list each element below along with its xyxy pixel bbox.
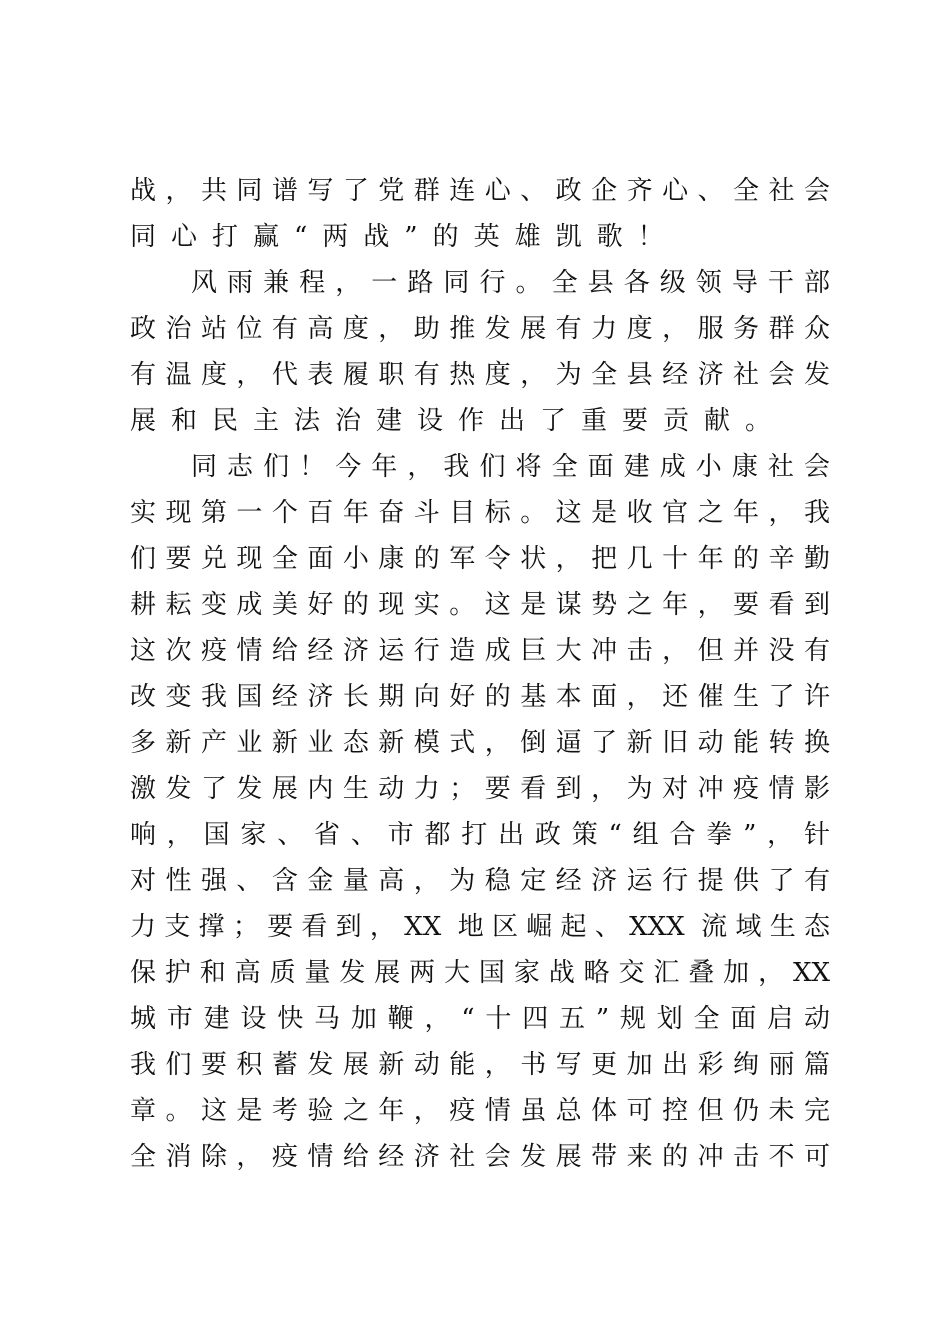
text-line: 章。这是考验之年，疫情虽总体可控但仍未完 [130, 1096, 830, 1126]
text-line: 同心打赢“两战”的英雄凯歌！ [130, 222, 679, 252]
text-line: 对性强、含金量高，为稳定经济运行提供了有 [130, 866, 830, 896]
text-line: 有温度，代表履职有热度，为全县经济社会发 [130, 360, 830, 390]
text-line: 政治站位有高度，助推发展有力度，服务群众 [130, 314, 830, 344]
text-line: 全消除，疫情给经济社会发展带来的冲击不可 [130, 1142, 830, 1172]
text-line: 耕耘变成美好的现实。这是谋势之年，要看到 [130, 590, 830, 620]
text-line: 战，共同谱写了党群连心、政企齐心、全社会 [130, 176, 830, 206]
text-line: 展和民主法治建设作出了重要贡献。 [130, 406, 787, 436]
text-line: 改变我国经济长期向好的基本面，还催生了许 [130, 682, 830, 712]
text-line: 保护和高质量发展两大国家战略交汇叠加，XX [130, 958, 830, 988]
text-line: 们要兑现全面小康的军令状，把几十年的辛勤 [130, 544, 830, 574]
text-line: 城市建设快马加鞭，“十四五”规划全面启动 [130, 1004, 830, 1034]
body-text [130, 168, 830, 1180]
text-line: 力支撑；要看到，XX 地区崛起、XXX 流域生态 [130, 912, 830, 942]
text-line: 激发了发展内生动力；要看到，为对冲疫情影 [130, 774, 830, 804]
text-line: 多新产业新业态新模式，倒逼了新旧动能转换 [130, 728, 830, 758]
text-line: 响，国家、省、市都打出政策“组合拳”，针 [130, 820, 830, 850]
paragraph-first-line: 同志们！今年，我们将全面建成小康社会 [191, 452, 830, 482]
paragraph-first-line: 风雨兼程，一路同行。全县各级领导干部 [191, 268, 830, 298]
text-line: 实现第一个百年奋斗目标。这是收官之年，我 [130, 498, 830, 528]
text-line: 这次疫情给经济运行造成巨大冲击，但并没有 [130, 636, 830, 666]
text-line: 我们要积蓄发展新动能，书写更加出彩绚丽篇 [130, 1050, 830, 1080]
